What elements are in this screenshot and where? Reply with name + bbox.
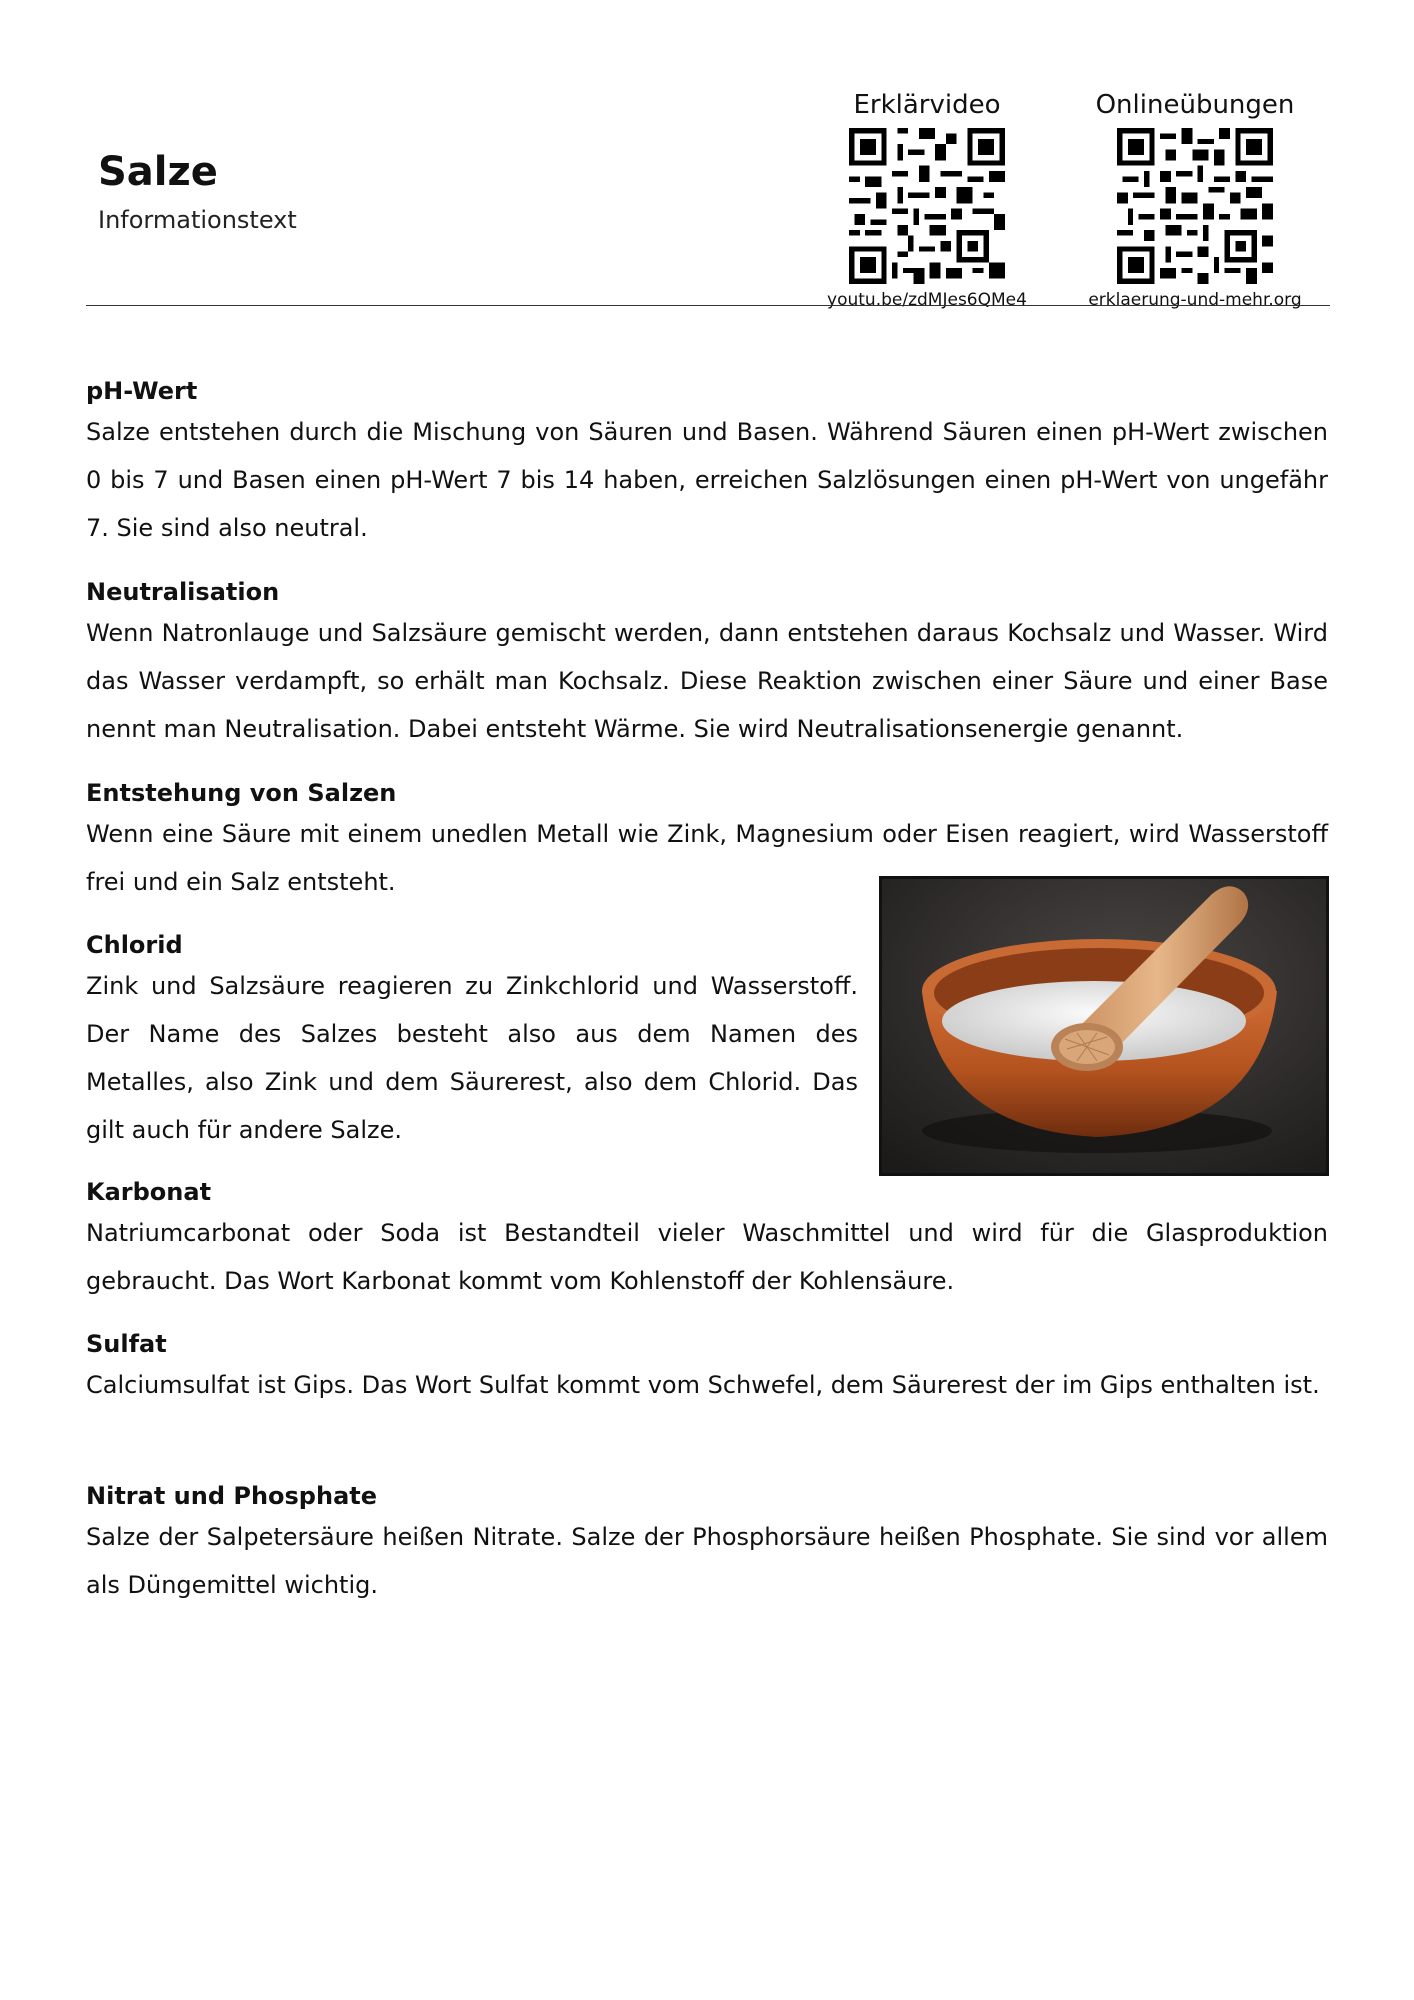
page-title: Salze — [98, 149, 218, 195]
section-text: Zink und Salzsäure reagieren zu Zinkchlorid und Wasserstoff. Der Name des Salzes besteht also aus dem Namen des Metalles, also Zink und dem Säurerest, also dem Chlorid. Das gilt auch für andere Salze. — [86, 972, 858, 1144]
qr-url-video[interactable]: youtu.be/zdMJes6QMe4 — [827, 290, 1027, 310]
section-karbonat — [86, 1175, 1328, 1305]
qr-url-exercises[interactable]: erklaerung-und-mehr.org — [1088, 290, 1302, 310]
section-text: Salze entstehen durch die Mischung von Säuren und Basen. Während Säuren einen pH-Wert zwischen 0 bis 7 und Basen einen pH-Wert 7 bis 14 haben, erreichen Salzlösungen einen pH-Wert von ungefähr 7. Sie sind also neutral. — [86, 418, 1328, 542]
section-heading: Sulfat — [86, 1330, 167, 1358]
header-divider — [86, 305, 1330, 306]
section-heading: Chlorid — [86, 931, 183, 959]
section-heading: Nitrat und Phosphate — [86, 1482, 378, 1510]
section-sulfat — [86, 1327, 1328, 1409]
salt-bowl-with-pestle-icon — [882, 879, 1326, 1173]
qr-block-exercises — [1080, 88, 1310, 310]
section-neutralisation — [86, 575, 1328, 753]
section-heading: Entstehung von Salzen — [86, 779, 397, 807]
section-nitrat-phosphate — [86, 1479, 1328, 1609]
section-chlorid — [86, 928, 858, 1154]
section-text: Wenn eine Säure mit einem unedlen Metall wie Zink, Magnesium oder Eisen reagiert, wird Wasserstoff frei und ein Salz entsteht. — [86, 820, 1328, 896]
section-text: Wenn Natronlauge und Salzsäure gemischt werden, dann entstehen daraus Kochsalz und Wasser. Wird das Wasser verdampft, so erhält man Kochsalz. Diese Reaktion zwischen einer Säure und einer Base nennt man Neutralisation. Dabei entsteht Wärme. Sie wird Neutralisationsenergie genannt. — [86, 619, 1328, 743]
section-text: Natriumcarbonat oder Soda ist Bestandteil vieler Waschmittel und wird für die Glasproduktion gebraucht. Das Wort Karbonat kommt vom Kohlenstoff der Kohlensäure. — [86, 1219, 1328, 1295]
qr-code-icon[interactable] — [1117, 128, 1273, 284]
qr-label-video: Erklärvideo — [853, 90, 1001, 120]
section-text: Calciumsulfat ist Gips. Das Wort Sulfat kommt vom Schwefel, dem Säurerest der im Gips enthalten ist. — [86, 1371, 1320, 1399]
section-heading: Karbonat — [86, 1178, 212, 1206]
section-ph-wert — [86, 374, 1328, 552]
qr-label-exercises: Onlineübungen — [1095, 90, 1295, 120]
section-heading: Neutralisation — [86, 578, 280, 606]
qr-code-icon[interactable] — [849, 128, 1005, 284]
page-subtitle: Informationstext — [98, 206, 297, 234]
salt-bowl-photo — [879, 876, 1329, 1176]
qr-block-video — [812, 88, 1042, 310]
section-heading: pH-Wert — [86, 377, 198, 405]
section-text: Salze der Salpetersäure heißen Nitrate. Salze der Phosphorsäure heißen Phosphate. Sie sind vor allem als Düngemittel wichtig. — [86, 1523, 1328, 1599]
